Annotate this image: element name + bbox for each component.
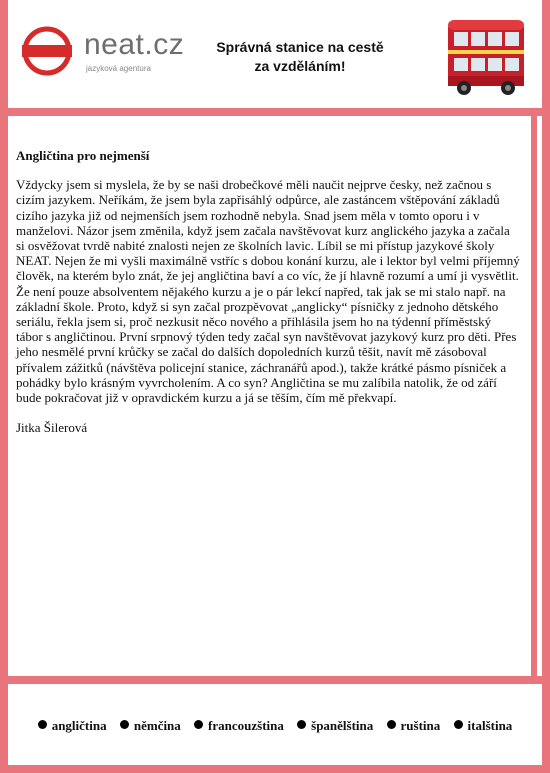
language-label: ruština — [400, 718, 441, 733]
article-signature: Jitka Šilerová — [16, 420, 88, 436]
language-item — [38, 718, 107, 734]
language-label: francouzština — [208, 718, 284, 733]
article-body: Vždycky jsem si myslela, že by se naši drobečkové měli naučit nejprve česky, než začnou s cizím jazykem. Neříkám, že jsem byla zapřisáhlý odpůrce, ale zastáncem vštěpování základů cizího jazyka již od nejmenších jsem rozhodně nebyla. Snad jsem měla v tomto oporu i v manželovi. Názor jsem změnila, když jsem začala navštěvovat kurz anglického jazyka a začala si osvěžovat tvrdě nabité znalosti nejen ze školních lavic. Líbil se mi přístup jazykové školy NEAT. Nejen že mi vyšli maximálně vstříc s dobou konání kurzu, ale i lektor byl velmi příjemný člověk, na kterém bylo znát, že jej angličtina baví a co víc, že jí hlavně rozumí a umí ji vysvětlit. Že není pouze absolventem nějakého kurzu a je o pár lekcí napřed, tak jak se mi stalo např. na základní škole. Proto, když si syn začal prozpěvovat „anglicky“ písničky z jednoho dětského seriálu, řekla jsem si, proč nezkusit něco nového a přihlásila jsem ho na týdenní příměstský tábor s angličtinou. První srpnový týden tedy začal syn navštěvovat jazykový kurz pro děti. Přes jeho nesmělé první krůčky se začal do dalších dopoledních kurzů těšit, navít mě zásoboval přívalem zážitků (návštěva policejní stanice, záchranářů apod.), takže krátké pásmo písniček a pohádky bylo krásným vyvrcholením. A co syn? Angličtina se mu zalíbila natolik, že od září bude pokračovat již v opravdickém kurzu a já se těším, čím mě překvapí. — [16, 177, 520, 406]
frame-bottom-border — [0, 765, 550, 773]
article-title: Angličtina pro nejmenší — [16, 148, 150, 163]
logo-subtitle: jazyková agentura — [86, 64, 151, 73]
footer-divider — [0, 676, 550, 684]
language-item — [454, 718, 513, 734]
content-right-border — [531, 116, 537, 676]
language-item — [387, 718, 441, 734]
bullet-dot-icon — [454, 720, 463, 729]
tagline-line-2: za vzděláním! — [254, 58, 346, 74]
article — [16, 148, 520, 435]
language-label: španělština — [311, 718, 374, 733]
bullet-dot-icon — [120, 720, 129, 729]
language-item — [297, 718, 373, 734]
language-label: angličtina — [51, 718, 107, 733]
bullet-dot-icon — [38, 720, 47, 729]
language-item — [120, 718, 181, 734]
header-divider — [0, 108, 550, 116]
bullet-dot-icon — [194, 720, 203, 729]
double-decker-bus-icon — [442, 14, 530, 98]
language-item — [194, 718, 284, 734]
bullet-dot-icon — [297, 720, 306, 729]
logo-name: neat.cz — [84, 28, 185, 61]
tagline-line-1: Správná stanice na cestě — [216, 39, 384, 55]
tagline — [200, 38, 400, 76]
language-label: němčina — [133, 718, 181, 733]
language-list — [0, 718, 550, 734]
bullet-dot-icon — [387, 720, 396, 729]
language-label: italština — [467, 718, 513, 733]
